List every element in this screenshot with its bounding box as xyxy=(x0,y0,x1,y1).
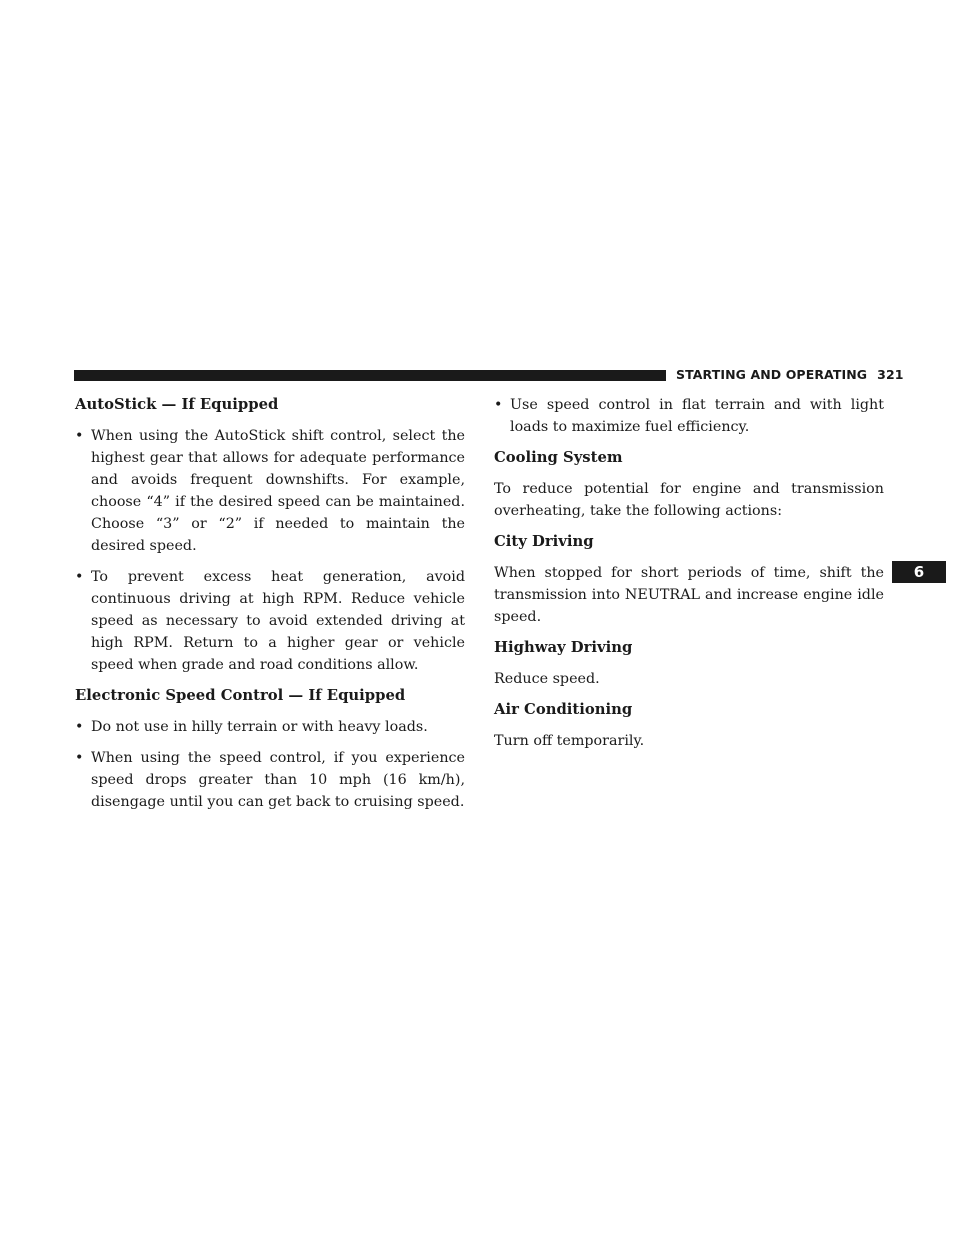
city-heading: City Driving xyxy=(494,533,594,550)
cooling-text: To reduce potential for engine and transmission overheating, take the following actions: xyxy=(494,481,884,519)
bullet: • xyxy=(75,569,84,585)
bullet: • xyxy=(494,397,503,413)
list-item: • When using the speed control, if you experience speed drops greater than 10 mph (16 km/h), disengage until you can get back to cruising speed. xyxy=(75,747,465,813)
chapter-tab: 6 xyxy=(892,561,946,583)
list-item: • When using the AutoStick shift control, select the highest gear that allows for adequate performance and avoids frequent downshifts. For example, choose “4” if the desired speed can be maintained. Choose “3” or “2” if needed to maintain the desired speed. xyxy=(75,425,465,557)
bullet: • xyxy=(75,428,84,444)
left-column xyxy=(75,394,465,822)
cooling-heading: Cooling System xyxy=(494,449,623,466)
highway-heading: Highway Driving xyxy=(494,639,633,656)
section-title: STARTING AND OPERATING xyxy=(676,367,868,382)
speed-control-heading: Electronic Speed Control — If Equipped xyxy=(75,687,406,704)
autostick-heading: AutoStick — If Equipped xyxy=(75,396,279,413)
page-number: 321 xyxy=(877,367,904,382)
highway-text: Reduce speed. xyxy=(494,671,600,687)
running-header xyxy=(676,367,946,382)
header-rule xyxy=(74,370,666,381)
ac-heading: Air Conditioning xyxy=(494,701,633,718)
city-text: When stopped for short periods of time, shift the transmission into NEUTRAL and increase engine idle speed. xyxy=(494,565,884,625)
list-item: • Do not use in hilly terrain or with heavy loads. xyxy=(75,716,465,738)
bullet: • xyxy=(75,719,84,735)
list-item: • Use speed control in flat terrain and with light loads to maximize fuel efficiency. xyxy=(494,394,884,438)
bullet: • xyxy=(75,750,84,766)
autostick-list xyxy=(75,425,465,676)
right-column xyxy=(494,394,884,761)
ac-text: Turn off temporarily. xyxy=(494,733,645,749)
speed-control-list-cont xyxy=(494,394,884,438)
speed-control-list xyxy=(75,716,465,813)
list-item: • To prevent excess heat generation, avoid continuous driving at high RPM. Reduce vehicle speed as necessary to avoid extended driving at high RPM. Return to a higher gear or vehicle speed when grade and road conditions allow. xyxy=(75,566,465,676)
